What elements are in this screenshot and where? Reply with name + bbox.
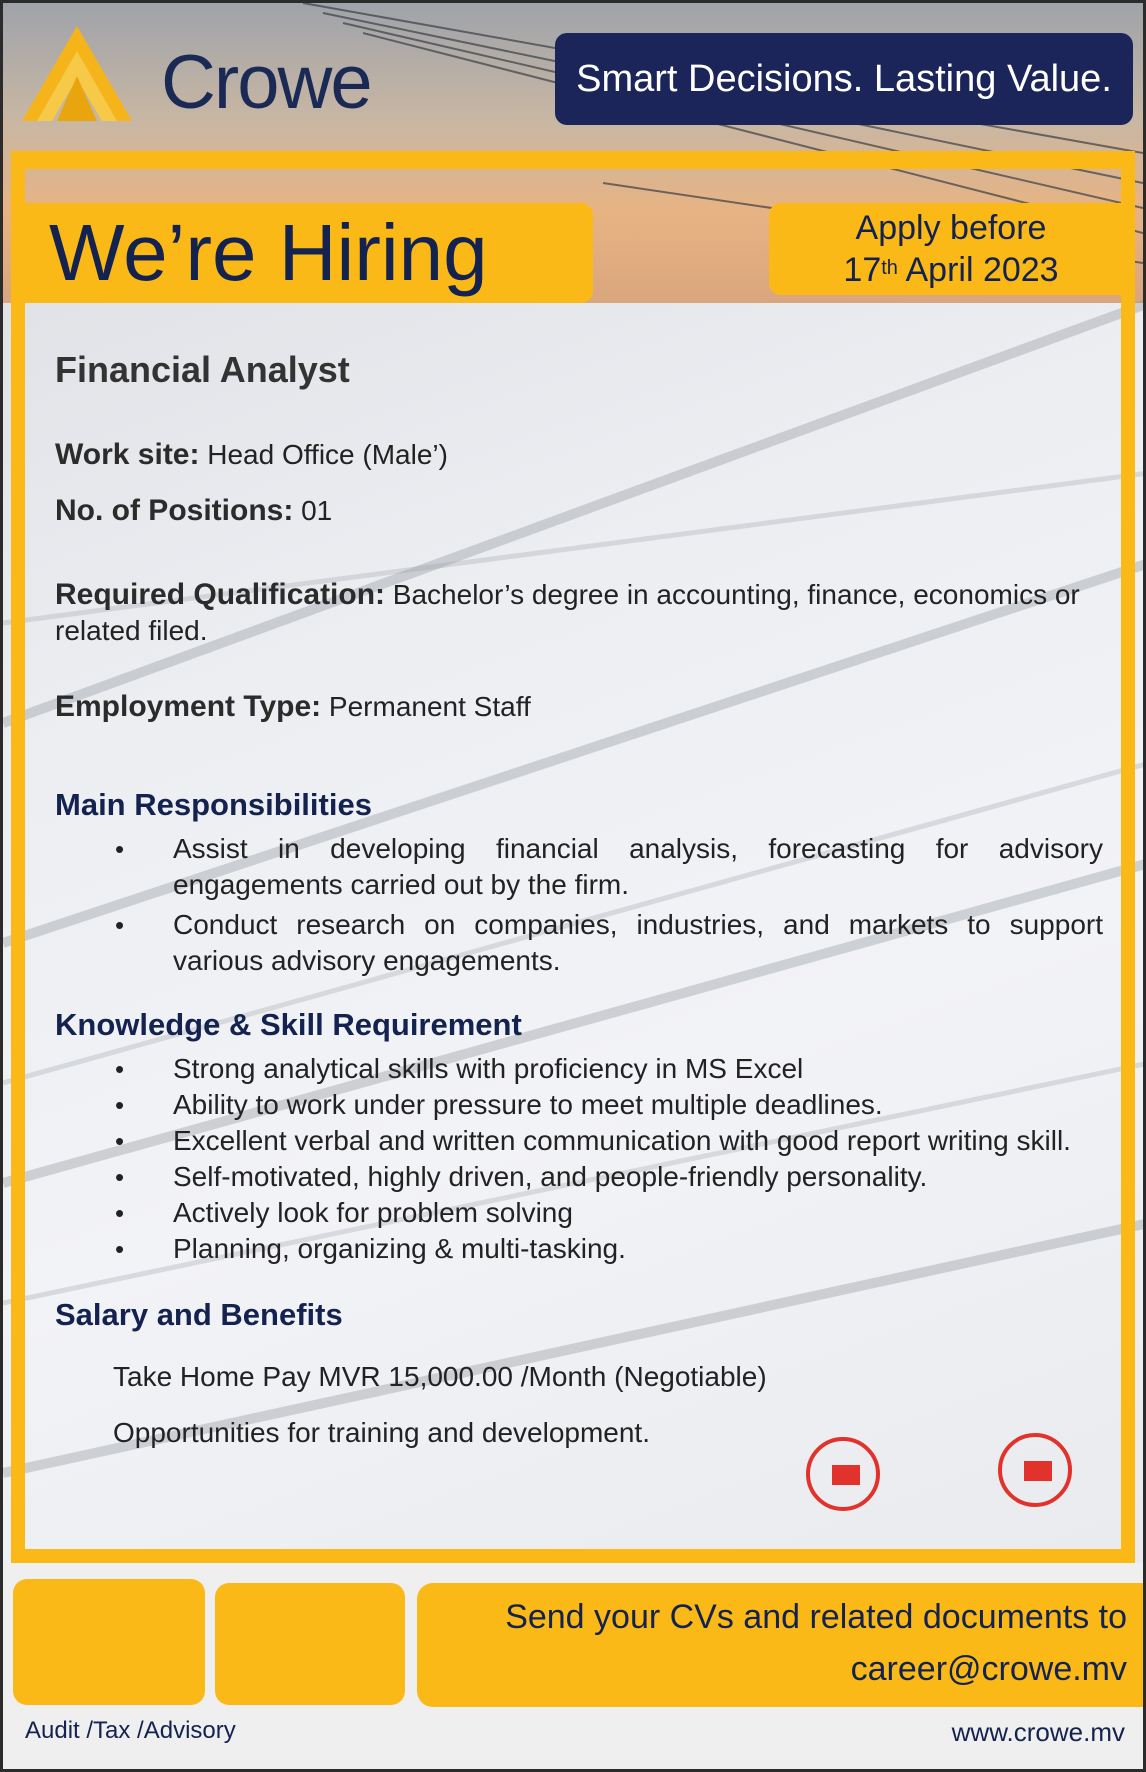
services-text: Audit /Tax /Advisory — [25, 1717, 236, 1744]
brand-name: Crowe — [161, 40, 371, 125]
list-item: • Actively look for problem solving — [115, 1195, 1103, 1231]
apply-before-label: Apply before — [855, 209, 1047, 247]
list-item: • Strong analytical skills with proficiency in MS Excel — [115, 1051, 1103, 1087]
contact-email[interactable]: career@crowe.mv — [850, 1650, 1127, 1688]
apply-deadline-box — [769, 203, 1133, 295]
list-item: • Self-motivated, highly driven, and people-friendly personality. — [115, 1159, 1103, 1195]
responsibilities-heading: Main Responsibilities — [55, 787, 372, 822]
job-title: Financial Analyst — [55, 349, 350, 390]
send-cv-box — [417, 1583, 1143, 1707]
employment-row — [55, 689, 1105, 725]
positions-label: No. of Positions: — [55, 494, 294, 527]
employment-label: Employment Type: — [55, 690, 322, 723]
skills-heading: Knowledge & Skill Requirement — [55, 1007, 522, 1042]
list-item: • Planning, organizing & multi-tasking. — [115, 1231, 1103, 1267]
list-item: • Conduct research on companies, industries, and markets to support various advisory engagements. — [115, 907, 1103, 979]
employment-value: Permanent Staff — [321, 691, 531, 722]
hiring-headline: We’re Hiring — [11, 203, 593, 303]
acca-approved-employer-seal-icon — [998, 1433, 1072, 1507]
qualification-label: Required Qualification: — [55, 578, 386, 611]
qualification-row — [55, 577, 1105, 649]
acca-badge-1 — [773, 1437, 913, 1527]
work-site-value: Head Office (Male’) — [199, 439, 448, 470]
work-site-label: Work site: — [55, 438, 200, 471]
footer-box-2 — [215, 1583, 405, 1705]
list-item: • Ability to work under pressure to meet multiple deadlines. — [115, 1087, 1103, 1123]
crowe-chevron-logo-icon — [17, 21, 137, 131]
crowe-logo — [11, 11, 401, 151]
tagline-banner: Smart Decisions. Lasting Value. — [555, 33, 1133, 125]
salary-heading: Salary and Benefits — [55, 1297, 343, 1332]
positions-row — [55, 493, 1105, 529]
qualification-value: Bachelor’s degree in accounting, finance, economics or related filed. — [55, 579, 1080, 646]
work-site-row — [55, 437, 1105, 473]
deadline-date: 17th April 2023 — [843, 251, 1059, 289]
list-item: • Excellent verbal and written communication with good report writing skill. — [115, 1123, 1103, 1159]
acca-badge-2 — [965, 1433, 1105, 1523]
send-cv-text: Send your CVs and related documents to — [505, 1598, 1127, 1636]
responsibilities-list — [115, 831, 1103, 979]
footer-box-1 — [13, 1579, 205, 1705]
website-link[interactable]: www.crowe.mv — [951, 1717, 1125, 1747]
salary-pay: Take Home Pay MVR 15,000.00 /Month (Negotiable) — [113, 1361, 767, 1392]
list-item: • Assist in developing financial analysis, forecasting for advisory engagements carried out by the firm. — [115, 831, 1103, 903]
salary-training: Opportunities for training and development. — [113, 1417, 650, 1448]
positions-value: 01 — [293, 495, 333, 526]
skills-list — [115, 1051, 1103, 1267]
acca-approved-employer-seal-icon — [806, 1437, 880, 1511]
